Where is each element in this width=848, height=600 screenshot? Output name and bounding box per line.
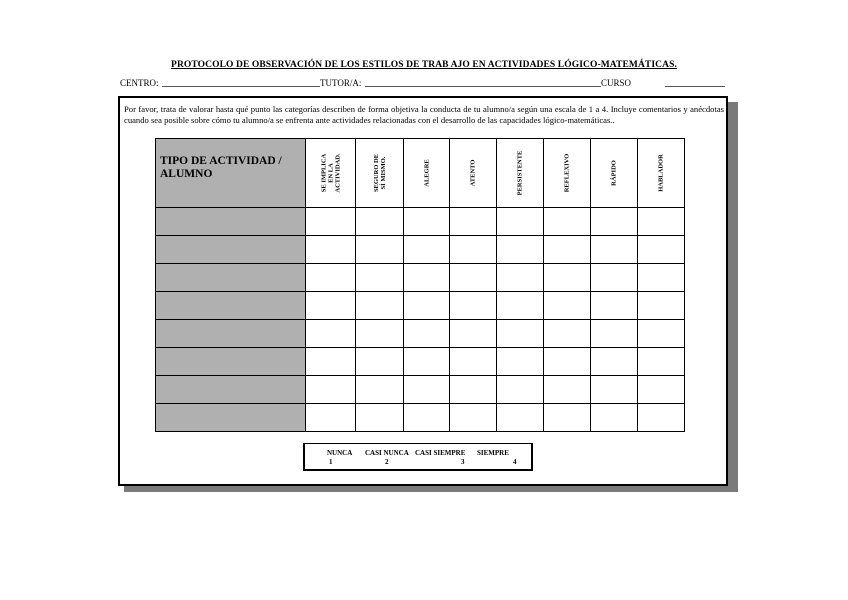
rating-cell[interactable] [450, 320, 497, 348]
activity-column-header: TIPO DE ACTIVIDAD / ALUMNO [156, 139, 306, 208]
legend-number-3: 3 [461, 458, 465, 466]
rating-cell[interactable] [591, 320, 638, 348]
rating-cell[interactable] [404, 376, 450, 404]
rating-cell[interactable] [306, 208, 356, 236]
observation-table [155, 138, 685, 432]
rating-cell[interactable] [306, 404, 356, 432]
rating-cell[interactable] [497, 376, 544, 404]
rating-cell[interactable] [591, 376, 638, 404]
document-title: PROTOCOLO DE OBSERVACIÓN DE LOS ESTILOS DE TRAB AJO EN ACTIVIDADES LÓGICO-MATEMÁTICAS. [171, 60, 677, 70]
rating-cell[interactable] [591, 404, 638, 432]
column-header-alegre: ALEGRE [404, 139, 450, 208]
legend-casi-nunca: CASI NUNCA [365, 449, 409, 457]
rating-cell[interactable] [404, 292, 450, 320]
scale-legend [303, 443, 533, 471]
rating-cell[interactable] [497, 404, 544, 432]
rating-cell[interactable] [356, 376, 404, 404]
column-header-hablador: HABLADOR [638, 139, 685, 208]
rating-cell[interactable] [544, 236, 591, 264]
rating-cell[interactable] [306, 320, 356, 348]
rating-cell[interactable] [356, 264, 404, 292]
rating-cell[interactable] [306, 264, 356, 292]
table-row [156, 320, 685, 348]
rating-cell[interactable] [404, 320, 450, 348]
tutor-label: TUTOR/A: [320, 78, 362, 88]
legend-siempre: SIEMPRE [477, 449, 509, 457]
table-row [156, 292, 685, 320]
rating-cell[interactable] [638, 264, 685, 292]
rating-cell[interactable] [356, 320, 404, 348]
activity-cell[interactable] [156, 348, 306, 376]
rating-cell[interactable] [638, 348, 685, 376]
table-row [156, 264, 685, 292]
table-row [156, 404, 685, 432]
tutor-field[interactable] [365, 78, 601, 87]
rating-cell[interactable] [497, 320, 544, 348]
column-header-se-implica: SE IMPLICA EN LA ACTIVIDAD. [306, 139, 356, 208]
header-fields [120, 78, 730, 90]
rating-cell[interactable] [356, 348, 404, 376]
activity-cell[interactable] [156, 208, 306, 236]
centro-label: CENTRO: [120, 78, 159, 88]
column-header-rapido: RÁPIDO [591, 139, 638, 208]
centro-field[interactable] [162, 78, 320, 87]
table-body [156, 208, 685, 432]
table-header-row [156, 139, 685, 208]
table-row [156, 208, 685, 236]
rating-cell[interactable] [591, 292, 638, 320]
rating-cell[interactable] [497, 292, 544, 320]
rating-cell[interactable] [404, 404, 450, 432]
table-row [156, 348, 685, 376]
curso-label: CURSO [601, 78, 632, 88]
activity-cell[interactable] [156, 320, 306, 348]
rating-cell[interactable] [356, 208, 404, 236]
rating-cell[interactable] [404, 208, 450, 236]
legend-nunca: NUNCA [327, 449, 353, 457]
activity-cell[interactable] [156, 236, 306, 264]
rating-cell[interactable] [306, 292, 356, 320]
rating-cell[interactable] [638, 236, 685, 264]
legend-casi-siempre: CASI SIEMPRE [415, 449, 466, 457]
rating-cell[interactable] [450, 376, 497, 404]
instructions-text: Por favor, trata de valorar hasta qué punto las categorías describen de forma objetiva la conducta de tu alumno/a según una escala de 1 a 4. Incluye comentarios y anécdotas cuando sea posible sobre cómo tu alumno/a se enfrenta ante actividades relacionadas con el desarrollo de las capacidades lógico-matemáticas.. [124, 104, 724, 125]
rating-cell[interactable] [450, 404, 497, 432]
rating-cell[interactable] [450, 348, 497, 376]
rating-cell[interactable] [544, 208, 591, 236]
rating-cell[interactable] [638, 208, 685, 236]
column-header-persistente: PERSISTENTE [497, 139, 544, 208]
activity-cell[interactable] [156, 292, 306, 320]
rating-cell[interactable] [638, 320, 685, 348]
rating-cell[interactable] [544, 376, 591, 404]
rating-cell[interactable] [356, 404, 404, 432]
rating-cell[interactable] [544, 320, 591, 348]
column-header-seguro: SEGURO DE SÍ MISMO. [356, 139, 404, 208]
rating-cell[interactable] [591, 348, 638, 376]
legend-number-2: 2 [385, 458, 389, 466]
rating-cell[interactable] [591, 264, 638, 292]
activity-cell[interactable] [156, 264, 306, 292]
rating-cell[interactable] [450, 236, 497, 264]
rating-cell[interactable] [638, 376, 685, 404]
rating-cell[interactable] [544, 348, 591, 376]
rating-cell[interactable] [306, 376, 356, 404]
rating-cell[interactable] [591, 236, 638, 264]
table-row [156, 236, 685, 264]
rating-cell[interactable] [544, 292, 591, 320]
activity-cell[interactable] [156, 404, 306, 432]
column-header-atento: ATENTO [450, 139, 497, 208]
legend-number-4: 4 [513, 458, 517, 466]
rating-cell[interactable] [404, 264, 450, 292]
rating-cell[interactable] [306, 236, 356, 264]
rating-cell[interactable] [356, 236, 404, 264]
rating-cell[interactable] [544, 404, 591, 432]
rating-cell[interactable] [306, 348, 356, 376]
rating-cell[interactable] [497, 264, 544, 292]
rating-cell[interactable] [450, 208, 497, 236]
activity-cell[interactable] [156, 376, 306, 404]
rating-cell[interactable] [544, 264, 591, 292]
rating-cell[interactable] [497, 208, 544, 236]
rating-cell[interactable] [497, 348, 544, 376]
rating-cell[interactable] [450, 292, 497, 320]
rating-cell[interactable] [404, 236, 450, 264]
rating-cell[interactable] [591, 208, 638, 236]
rating-cell[interactable] [404, 348, 450, 376]
legend-number-1: 1 [329, 458, 333, 466]
column-header-reflexivo: REFLEXIVO [544, 139, 591, 208]
rating-cell[interactable] [638, 404, 685, 432]
rating-cell[interactable] [356, 292, 404, 320]
rating-cell[interactable] [450, 264, 497, 292]
table-row [156, 376, 685, 404]
rating-cell[interactable] [638, 292, 685, 320]
rating-cell[interactable] [497, 236, 544, 264]
curso-field[interactable] [665, 78, 725, 87]
